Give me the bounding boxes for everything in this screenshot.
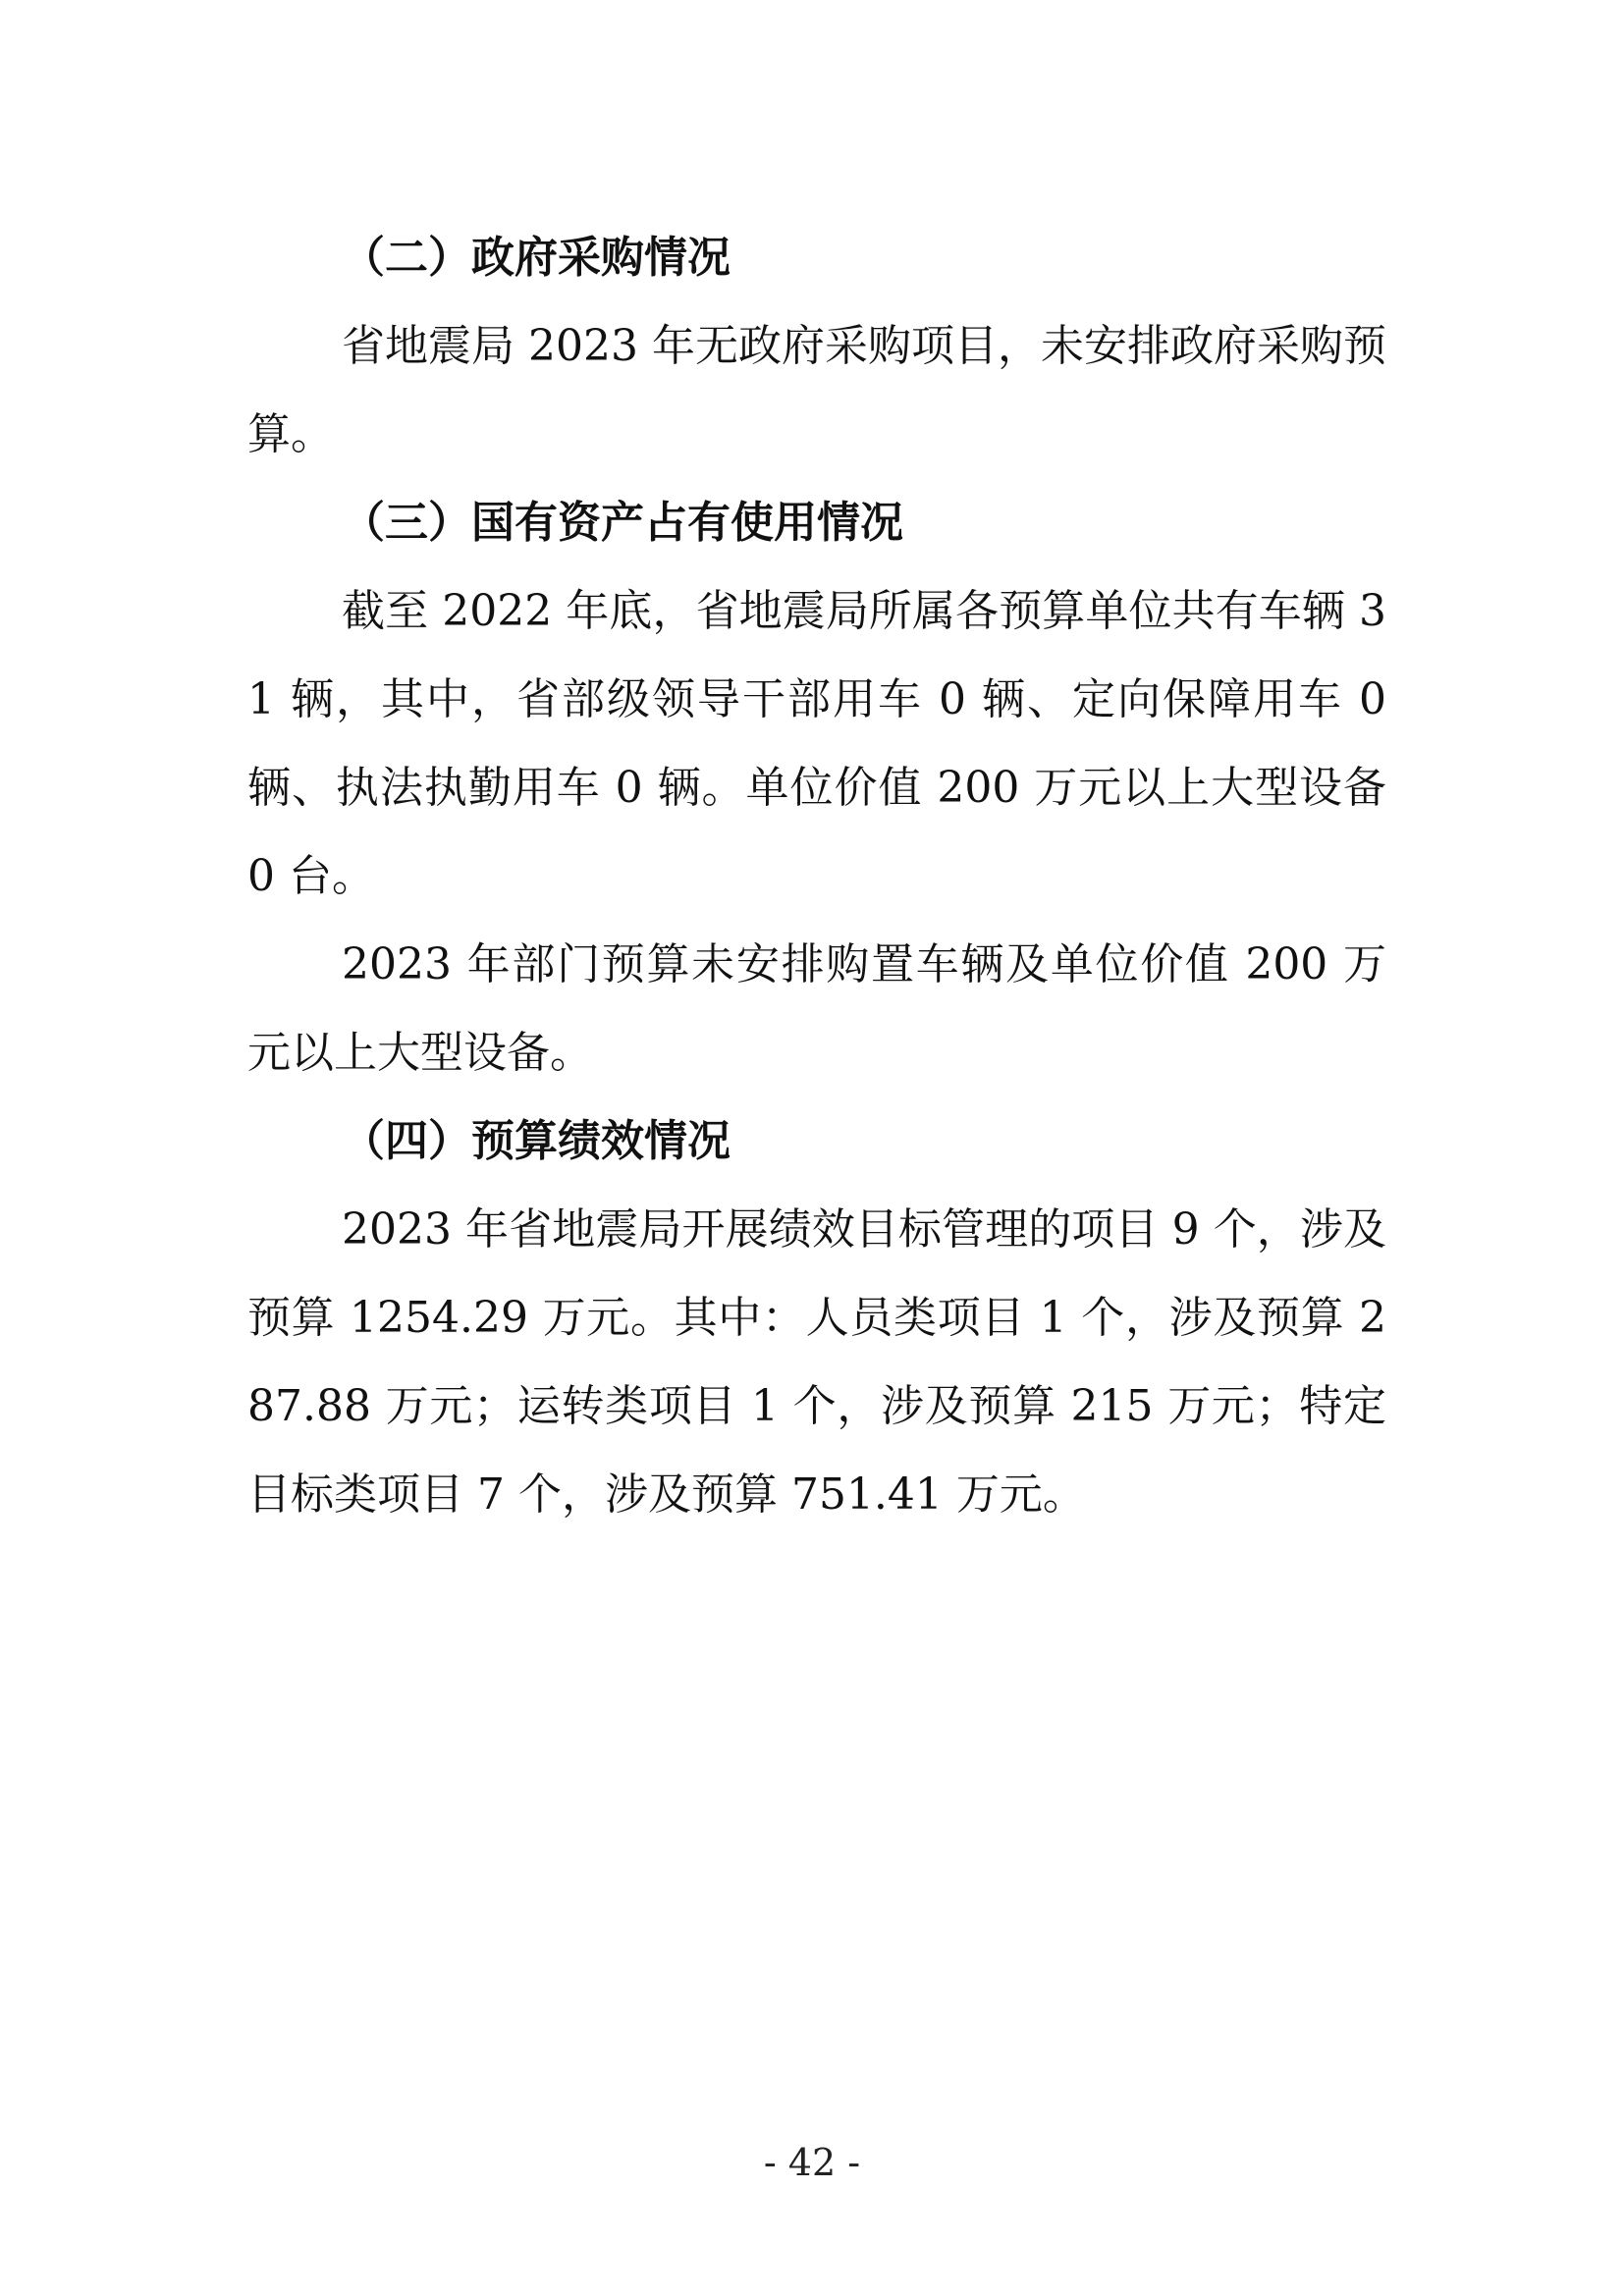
body-paragraph: 省地震局 2023 年无政府采购项目，未安排政府采购预算。 [247, 321, 1386, 459]
section-government-procurement [247, 214, 1386, 479]
section-heading: （四）预算绩效情况 [342, 1116, 731, 1166]
section-heading: （二）政府采购情况 [342, 233, 731, 283]
section-state-assets [247, 479, 1386, 1097]
body-paragraph: 2023 年省地震局开展绩效目标管理的项目 9 个，涉及预算 1254.29 万元。其中：人员类项目 1 个，涉及预算 287.88 万元；运转类项目 1 个，涉及预算 215 万元；特定目标类项目 7 个，涉及预算 751.41 万元。 [247, 1204, 1386, 1520]
page-number: - 42 - [763, 2141, 861, 2184]
section-budget-performance [247, 1097, 1386, 1539]
body-paragraph: 2023 年部门预算未安排购置车辆及单位价值 200 万元以上大型设备。 [247, 939, 1386, 1078]
section-heading: （三）国有资产占有使用情况 [342, 498, 903, 548]
body-paragraph: 截至 2022 年底，省地震局所属各预算单位共有车辆 31 辆，其中，省部级领导干部用车 0 辆、定向保障用车 0 辆、执法执勤用车 0 辆。单位价值 200 万元以上大型设备 0 台。 [247, 586, 1386, 901]
document-body [247, 214, 1386, 1539]
